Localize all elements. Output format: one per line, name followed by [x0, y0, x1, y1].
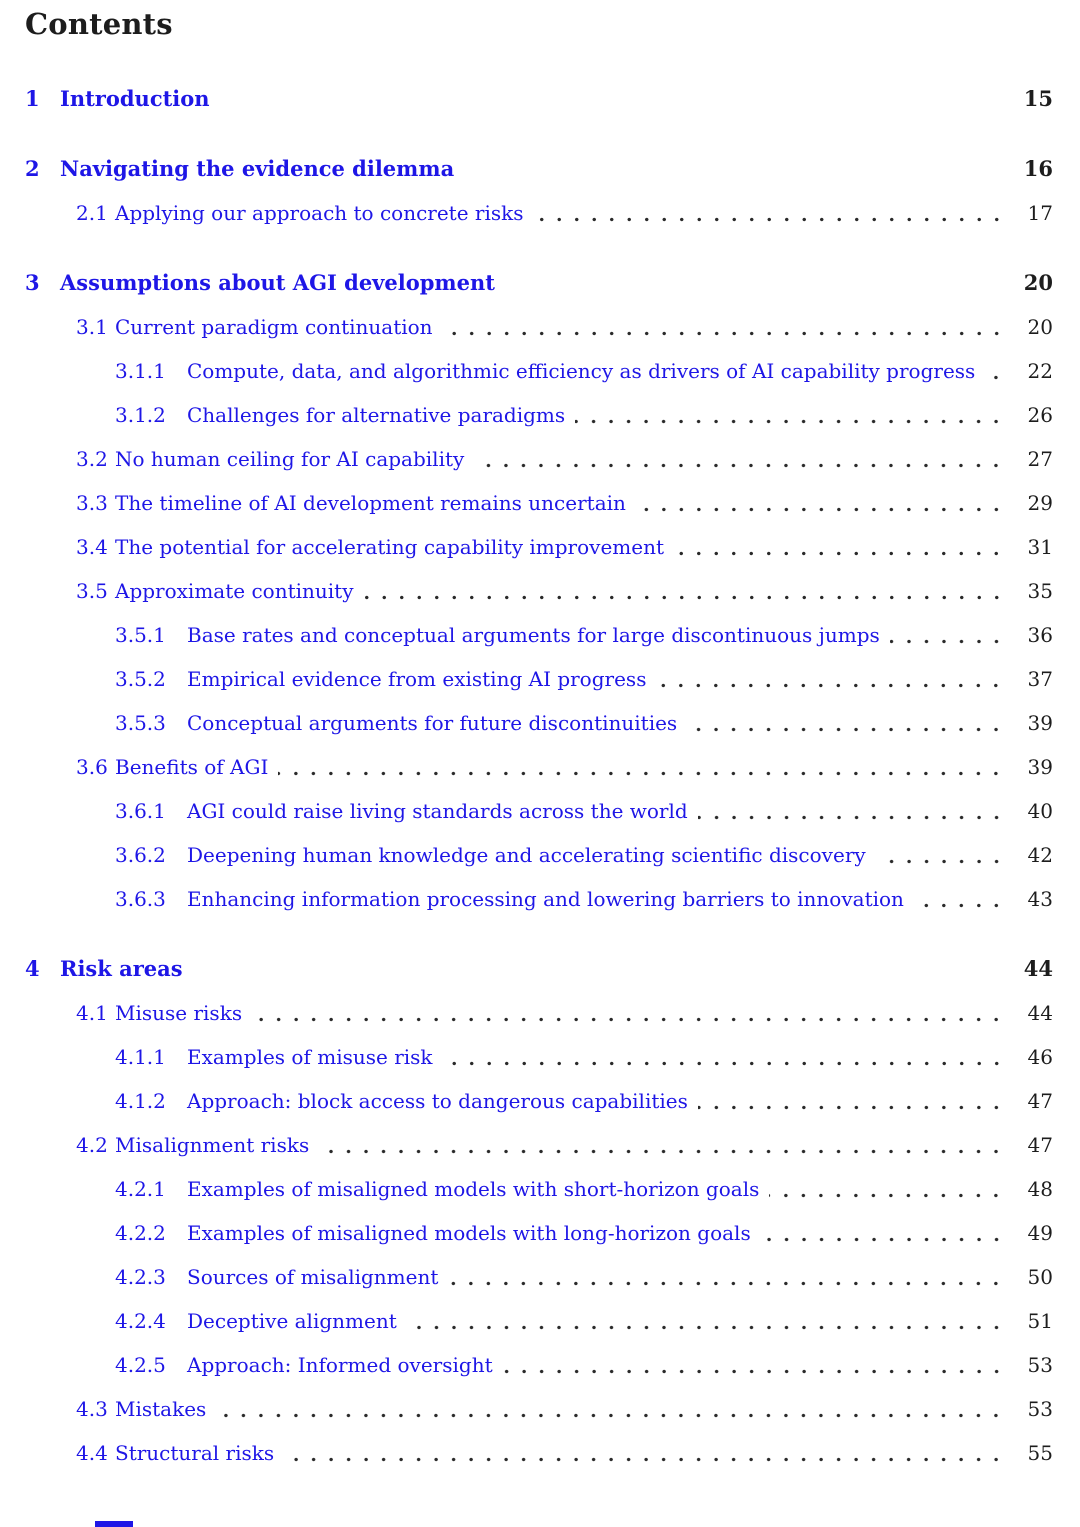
- toc-entry-number: 3.2: [76, 447, 108, 471]
- toc-entry[interactable]: [25, 403, 1053, 428]
- toc-entry-number: 3.5.2: [115, 667, 166, 691]
- toc-entry-title: The timeline of AI development remains uncertain: [115, 491, 626, 515]
- dot-leader-icon: [319, 1149, 1005, 1154]
- toc-entry-page: 46: [1027, 1045, 1053, 1069]
- toc-entry[interactable]: [25, 359, 1053, 384]
- toc-entry-number: 3.6.2: [115, 843, 166, 867]
- toc-entry-page: 31: [1027, 535, 1053, 559]
- toc-entry-number: 3.1.2: [115, 403, 166, 427]
- toc-entry-page: 55: [1027, 1441, 1053, 1465]
- toc-entry-number: 3.6.1: [115, 799, 166, 823]
- toc-entry[interactable]: [25, 269, 1053, 296]
- toc-entry-page: 47: [1027, 1133, 1053, 1157]
- toc-entry[interactable]: [25, 711, 1053, 736]
- toc-entry[interactable]: [25, 1089, 1053, 1114]
- toc-entry-title: Deepening human knowledge and accelerating scientific discovery: [187, 843, 866, 867]
- toc-entry-title: Approximate continuity: [115, 579, 354, 603]
- toc-entry-page: 48: [1027, 1177, 1053, 1201]
- toc-entry[interactable]: [25, 491, 1053, 516]
- toc-entry-page: 43: [1027, 887, 1053, 911]
- dot-leader-icon: [890, 639, 1005, 644]
- toc-entry[interactable]: [25, 1045, 1053, 1070]
- dot-leader-icon: [278, 771, 1005, 776]
- toc-entry-title: Approach: block access to dangerous capabilities: [187, 1089, 688, 1113]
- clipped-toc-entry-fragment: [95, 1521, 133, 1527]
- toc-entry[interactable]: [25, 579, 1053, 604]
- contents-heading: Contents: [25, 7, 173, 41]
- toc-list: [25, 85, 1053, 1466]
- toc-entry-number: 4.1.1: [115, 1045, 166, 1069]
- dot-leader-icon: [407, 1325, 1005, 1330]
- toc-entry-title: Structural risks: [115, 1441, 275, 1465]
- dot-leader-icon: [769, 1193, 1005, 1198]
- toc-entry-title: Current paradigm continuation: [115, 315, 433, 339]
- toc-entry-number: 4.2: [76, 1133, 108, 1157]
- toc-entry[interactable]: [25, 155, 1053, 182]
- toc-entry-title: Compute, data, and algorithmic efficiency as drivers of AI capability progress: [187, 359, 976, 383]
- dot-leader-icon: [656, 683, 1005, 688]
- toc-entry-page: 40: [1027, 799, 1053, 823]
- toc-entry-title: Mistakes: [115, 1397, 207, 1421]
- toc-entry[interactable]: [25, 843, 1053, 868]
- dot-leader-icon: [474, 463, 1005, 468]
- toc-entry[interactable]: [25, 955, 1053, 982]
- dot-leader-icon: [575, 419, 1005, 424]
- toc-entry-title: Deceptive alignment: [187, 1309, 397, 1333]
- dot-leader-icon: [698, 1105, 1005, 1110]
- toc-entry[interactable]: [25, 1353, 1053, 1378]
- toc-entry-title: Empirical evidence from existing AI progress: [187, 667, 647, 691]
- toc-entry-page: 35: [1027, 579, 1053, 603]
- toc-entry-number: 3.5.1: [115, 623, 166, 647]
- dot-leader-icon: [193, 973, 1005, 978]
- toc-entry-title: Benefits of AGI: [115, 755, 269, 779]
- toc-entry-title: Misuse risks: [115, 1001, 243, 1025]
- toc-entry[interactable]: [25, 1397, 1053, 1422]
- toc-entry-number: 4: [25, 956, 40, 981]
- toc-entry-page: 15: [1023, 86, 1053, 111]
- dot-leader-icon: [443, 331, 1005, 336]
- toc-entry-page: 44: [1023, 956, 1053, 981]
- dot-leader-icon: [761, 1237, 1005, 1242]
- dot-leader-icon: [876, 859, 1005, 864]
- toc-entry-number: 3.5: [76, 579, 108, 603]
- dot-leader-icon: [464, 173, 1005, 178]
- toc-entry-number: 3.1: [76, 315, 108, 339]
- toc-entry-number: 3.6.3: [115, 887, 166, 911]
- toc-entry[interactable]: [25, 201, 1053, 226]
- toc-entry-page: 29: [1027, 491, 1053, 515]
- toc-entry-page: 27: [1027, 447, 1053, 471]
- toc-entry[interactable]: [25, 799, 1053, 824]
- toc-entry-number: 4.1: [76, 1001, 108, 1025]
- dot-leader-icon: [505, 287, 1005, 292]
- toc-entry-title: Introduction: [60, 86, 210, 111]
- toc-entry-page: 51: [1027, 1309, 1053, 1333]
- toc-entry-number: 4.2.2: [115, 1221, 166, 1245]
- toc-entry-title: Misalignment risks: [115, 1133, 310, 1157]
- toc-entry-title: The potential for accelerating capability improvement: [115, 535, 664, 559]
- toc-entry-number: 2: [25, 156, 40, 181]
- toc-entry-title: Examples of misaligned models with long-horizon goals: [187, 1221, 751, 1245]
- toc-entry-number: 4.3: [76, 1397, 108, 1421]
- toc-entry-number: 4.1.2: [115, 1089, 166, 1113]
- toc-entry-page: 17: [1027, 201, 1053, 225]
- toc-entry-number: 4.2.4: [115, 1309, 166, 1333]
- toc-entry-page: 39: [1027, 755, 1053, 779]
- toc-entry-title: Conceptual arguments for future discontinuities: [187, 711, 678, 735]
- toc-entry-number: 4.4: [76, 1441, 108, 1465]
- toc-entry-page: 49: [1027, 1221, 1053, 1245]
- toc-entry-page: 20: [1023, 270, 1053, 295]
- toc-entry[interactable]: [25, 887, 1053, 912]
- toc-entry-title: No human ceiling for AI capability: [115, 447, 465, 471]
- toc-entry-page: 44: [1027, 1001, 1053, 1025]
- dot-leader-icon: [687, 727, 1005, 732]
- toc-entry-number: 3.5.3: [115, 711, 166, 735]
- toc-entry-title: Navigating the evidence dilemma: [60, 156, 455, 181]
- toc-entry-page: 20: [1027, 315, 1053, 339]
- toc-entry-title: Base rates and conceptual arguments for large discontinuous jumps: [187, 623, 880, 647]
- dot-leader-icon: [503, 1369, 1005, 1374]
- toc-entry-number: 2.1: [76, 201, 108, 225]
- toc-entry-title: Challenges for alternative paradigms: [187, 403, 566, 427]
- toc-entry-page: 37: [1027, 667, 1053, 691]
- toc-entry-page: 50: [1027, 1265, 1053, 1289]
- dot-leader-icon: [216, 1413, 1005, 1418]
- toc-entry[interactable]: [25, 85, 1053, 112]
- toc-entry-title: AGI could raise living standards across the world: [187, 799, 688, 823]
- dot-leader-icon: [448, 1281, 1005, 1286]
- toc-entry-title: Approach: Informed oversight: [187, 1353, 493, 1377]
- dot-leader-icon: [284, 1457, 1005, 1462]
- dot-leader-icon: [534, 217, 1005, 222]
- dot-leader-icon: [698, 815, 1005, 820]
- toc-entry[interactable]: [25, 1309, 1053, 1334]
- toc-entry-number: 4.2.1: [115, 1177, 166, 1201]
- toc-entry-title: Examples of misuse risk: [187, 1045, 433, 1069]
- toc-entry-page: 42: [1027, 843, 1053, 867]
- toc-entry-number: 3: [25, 270, 40, 295]
- dot-leader-icon: [443, 1061, 1005, 1066]
- toc-entry-title: Enhancing information processing and lowering barriers to innovation: [187, 887, 904, 911]
- toc-entry-number: 3.3: [76, 491, 108, 515]
- dot-leader-icon: [636, 507, 1005, 512]
- toc-entry-page: 39: [1027, 711, 1053, 735]
- toc-entry-number: 1: [25, 86, 40, 111]
- toc-entry-title: Assumptions about AGI development: [60, 270, 495, 295]
- toc-entry[interactable]: [25, 315, 1053, 340]
- toc-entry-page: 26: [1027, 403, 1053, 427]
- dot-leader-icon: [674, 551, 1005, 556]
- toc-entry[interactable]: [25, 623, 1053, 648]
- toc-entry-page: 16: [1023, 156, 1053, 181]
- toc-entry-number: 3.6: [76, 755, 108, 779]
- toc-entry[interactable]: [25, 755, 1053, 780]
- toc-entry[interactable]: [25, 1221, 1053, 1246]
- toc-entry[interactable]: [25, 1441, 1053, 1466]
- toc-entry[interactable]: [25, 535, 1053, 560]
- toc-entry-number: 4.2.3: [115, 1265, 166, 1289]
- toc-entry[interactable]: [25, 1177, 1053, 1202]
- dot-leader-icon: [914, 903, 1005, 908]
- dot-leader-icon: [252, 1017, 1005, 1022]
- dot-leader-icon: [364, 595, 1006, 600]
- toc-entry[interactable]: [25, 667, 1053, 692]
- toc-entry-title: Sources of misalignment: [187, 1265, 439, 1289]
- toc-entry-number: 3.1.1: [115, 359, 166, 383]
- toc-entry-number: 4.2.5: [115, 1353, 166, 1377]
- toc-entry[interactable]: [25, 1001, 1053, 1026]
- toc-entry-page: 53: [1027, 1353, 1053, 1377]
- toc-entry-title: Applying our approach to concrete risks: [115, 201, 524, 225]
- toc-entry-page: 36: [1027, 623, 1053, 647]
- toc-entry[interactable]: [25, 1265, 1053, 1290]
- toc-entry-page: 53: [1027, 1397, 1053, 1421]
- toc-entry[interactable]: [25, 447, 1053, 472]
- toc-entry[interactable]: [25, 1133, 1053, 1158]
- dot-leader-icon: [220, 103, 1005, 108]
- toc-entry-title: Examples of misaligned models with short-horizon goals: [187, 1177, 760, 1201]
- toc-entry-page: 47: [1027, 1089, 1053, 1113]
- toc-entry-number: 3.4: [76, 535, 108, 559]
- toc-entry-page: 22: [1027, 359, 1053, 383]
- dot-leader-icon: [985, 375, 1005, 380]
- toc-entry-title: Risk areas: [60, 956, 183, 981]
